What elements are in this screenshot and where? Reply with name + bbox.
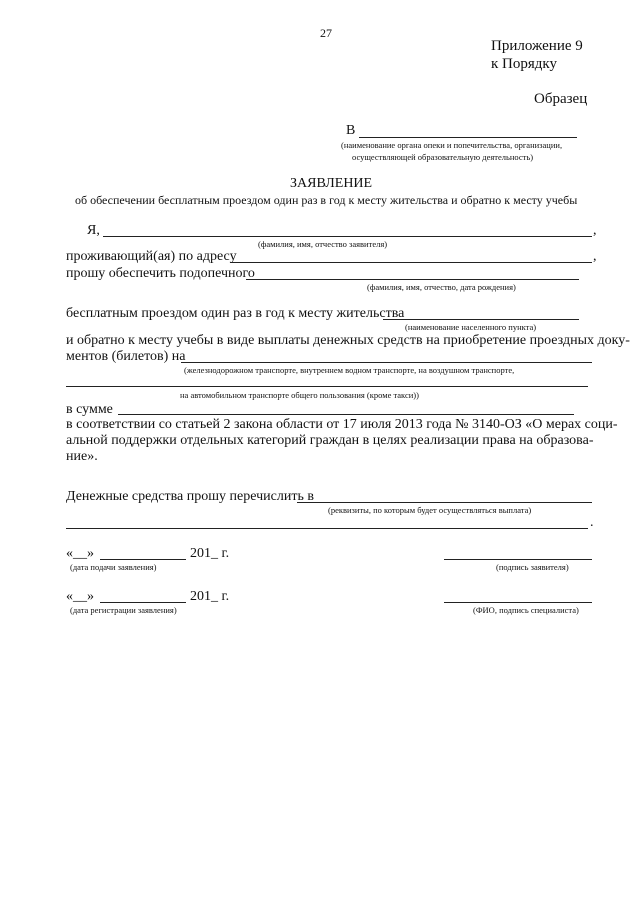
transport-field-2[interactable] <box>66 386 588 387</box>
transport-field[interactable] <box>181 362 592 363</box>
settlement-hint: (наименование населенного пункта) <box>405 322 537 332</box>
page-number: 27 <box>320 26 332 40</box>
paragraph-line1: и обратно к месту учебы в виде выплаты денежных средств на приобретение проездных доку- <box>66 333 630 348</box>
transfer-field-2[interactable] <box>66 528 588 529</box>
transport-hint-2: на автомобильном транспорте общего пользования (кроме такси)) <box>180 390 419 400</box>
reg-day: «__» <box>66 589 94 604</box>
appendix-line1: Приложение 9 <box>491 38 583 54</box>
ward-field[interactable] <box>246 279 579 280</box>
settlement-field[interactable] <box>383 319 579 320</box>
transfer-field[interactable] <box>297 502 592 503</box>
applicant-signature-hint: (подпись заявителя) <box>496 562 569 572</box>
amount-field[interactable] <box>118 414 574 415</box>
document-title: ЗАЯВЛЕНИЕ <box>290 176 373 191</box>
transfer-hint: (реквизиты, по которым будет осуществляться выплата) <box>328 505 532 515</box>
sample-label: Образец <box>534 91 588 107</box>
reg-hint: (дата регистрации заявления) <box>70 605 177 615</box>
applicant-signature-field[interactable] <box>444 559 592 560</box>
transfer-label: Денежные средства прошу перечислить в <box>66 489 314 504</box>
ward-hint: (фамилия, имя, отчество, дата рождения) <box>367 282 516 292</box>
applicant-hint: (фамилия, имя, отчество заявителя) <box>258 239 388 249</box>
addressee-hint-1: (наименование органа опеки и попечительства, организации, <box>341 140 563 150</box>
submit-month-field[interactable] <box>100 559 186 560</box>
addressee-hint-2: осуществляющей образовательную деятельность) <box>352 152 534 162</box>
specialist-signature-hint: (ФИО, подпись специалиста) <box>473 605 579 615</box>
submit-day: «__» <box>66 546 94 561</box>
law-line2: альной поддержки отдельных категорий граждан в целях реализации права на образова- <box>66 433 594 448</box>
addressee-prefix: В <box>346 123 356 138</box>
addressee-field[interactable] <box>359 137 577 138</box>
transfer-period: . <box>590 515 594 530</box>
document-subtitle: об обеспечении бесплатным проездом один раз в год к месту жительства и обратно к месту учебы <box>75 193 578 207</box>
ward-label: прошу обеспечить подопечного <box>66 266 255 281</box>
comma-1: , <box>593 223 597 238</box>
reg-month-field[interactable] <box>100 602 186 603</box>
submit-hint: (дата подачи заявления) <box>70 562 157 572</box>
residing-label: проживающий(ая) по адресу <box>66 249 237 264</box>
address-field[interactable] <box>230 262 592 263</box>
comma-2: , <box>593 249 597 264</box>
applicant-name-field[interactable] <box>103 236 592 237</box>
specialist-signature-field[interactable] <box>444 602 592 603</box>
submit-year: 201_ г. <box>190 546 230 561</box>
law-line1: в соответствии со статьей 2 закона области от 17 июля 2013 года № 3140-ОЗ «О мерах соци- <box>66 417 618 432</box>
i-prefix: Я, <box>87 223 100 238</box>
appendix-line2: к Порядку <box>491 56 557 72</box>
amount-label: в сумме <box>66 402 113 417</box>
law-line3: ние». <box>66 449 98 464</box>
residence-label: бесплатным проездом один раз в год к месту жительства <box>66 306 405 321</box>
reg-year: 201_ г. <box>190 589 230 604</box>
paragraph-line2-prefix: ментов (билетов) на <box>66 349 186 364</box>
transport-hint-1: (железнодорожном транспорте, внутреннем водном транспорте, на воздушном транспорте, <box>184 365 515 375</box>
